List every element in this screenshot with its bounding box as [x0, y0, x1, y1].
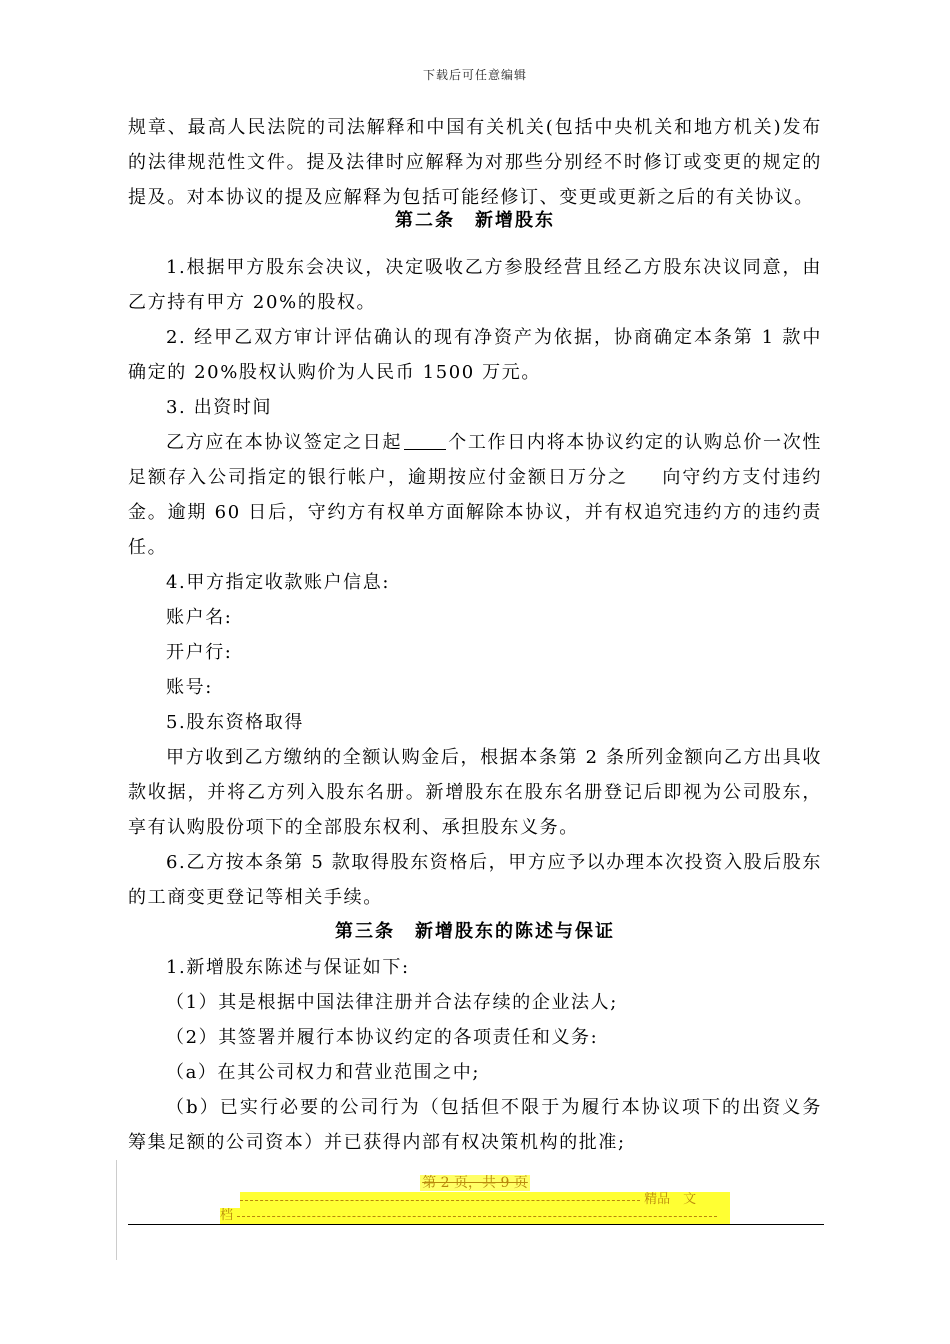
paragraph-line: 甲方收到乙方缴纳的全额认购金后，根据本条第 2 条所列金额向乙方出具收: [166, 747, 822, 768]
text-fragment: 乙方应在本协议签定之日起: [166, 432, 403, 453]
paragraph-line: （b）已实行必要的公司行为（包括但不限于为履行本协议项下的出资义务: [166, 1097, 822, 1118]
paragraph-line: 筹集足额的公司资本）并已获得内部有权决策机构的批准;: [128, 1132, 626, 1153]
footer-highlight-line: [220, 1208, 730, 1224]
paragraph-line: 2. 经甲乙双方审计评估确认的现有净资产为依据，协商确定本条第 1 款中: [166, 327, 822, 348]
paragraph-line: [128, 466, 822, 490]
text-fragment: 向守约方支付违约: [662, 467, 822, 488]
paragraph-line: 5.股东资格取得: [166, 712, 304, 733]
paragraph-line: 4.甲方指定收款账户信息:: [166, 572, 391, 593]
page-number: [0, 1172, 950, 1192]
text-fragment: 个工作日内将本协议约定的认购总价一次性: [448, 432, 822, 453]
footer-rule: [128, 1224, 824, 1225]
blank-underline: [404, 431, 446, 450]
paragraph-line: 乙方持有甲方 20%的股权。: [128, 292, 377, 313]
paragraph-line: 任。: [128, 537, 168, 558]
dashed-fill: [240, 1199, 640, 1201]
paragraph-line: 6.乙方按本条第 5 款取得股东资格后，甲方应予以办理本次投资入股后股东: [166, 852, 822, 873]
paragraph-line: 确定的 20%股权认购价为人民币 1500 万元。: [128, 362, 541, 383]
footer-brand: 精品 文: [644, 1192, 697, 1207]
page-number-label: 第 2 页，共 9 页: [422, 1175, 528, 1191]
paragraph-line: 3. 出资时间: [166, 397, 273, 418]
paragraph-line: （1）其是根据中国法律注册并合法存续的企业法人;: [166, 992, 618, 1013]
paragraph-line: 1.根据甲方股东会决议，决定吸收乙方参股经营且经乙方股东决议同意，由: [166, 257, 822, 278]
account-number-label: 账号:: [166, 677, 213, 698]
paragraph-line: （2）其签署并履行本协议约定的各项责任和义务:: [166, 1027, 599, 1048]
account-bank-label: 开户行:: [166, 642, 233, 663]
dashed-fill: [237, 1215, 717, 1217]
paragraph-line: 金。逾期 60 日后，守约方有权单方面解除本协议，并有权追究违约方的违约责: [128, 502, 822, 523]
paragraph-line: 享有认购股份项下的全部股东权利、承担股东义务。: [128, 817, 579, 838]
account-name-label: 账户名:: [166, 607, 233, 628]
text-fragment: 足额存入公司指定的银行帐户，逾期按应付金额日万分之: [128, 467, 628, 488]
footer-brand-cont: 档: [220, 1208, 234, 1223]
paragraph-line: 提及。对本协议的提及应解释为包括可能经修订、变更或更新之后的有关协议。: [128, 187, 814, 208]
footer-highlight-line: [240, 1192, 730, 1208]
paragraph-line: 的工商变更登记等相关手续。: [128, 887, 383, 908]
paragraph-line: [166, 431, 822, 455]
paragraph-line: （a）在其公司权力和营业范围之中;: [166, 1062, 480, 1083]
paragraph-line: 款收据，并将乙方列入股东名册。新增股东在股东名册登记后即视为公司股东，: [128, 782, 822, 803]
header-note: 下载后可任意编辑: [422, 68, 527, 82]
paragraph-line: 1.新增股东陈述与保证如下:: [166, 957, 410, 978]
article-3-heading: 第三条 新增股东的陈述与保证: [335, 921, 615, 942]
paragraph-line: 规章、最高人民法院的司法解释和中国有关机关(包括中央机关和地方机关)发布: [128, 117, 822, 138]
paragraph-line: 的法律规范性文件。提及法律时应解释为对那些分别经不时修订或变更的规定的: [128, 152, 822, 173]
article-2-heading: 第二条 新增股东: [395, 210, 555, 231]
